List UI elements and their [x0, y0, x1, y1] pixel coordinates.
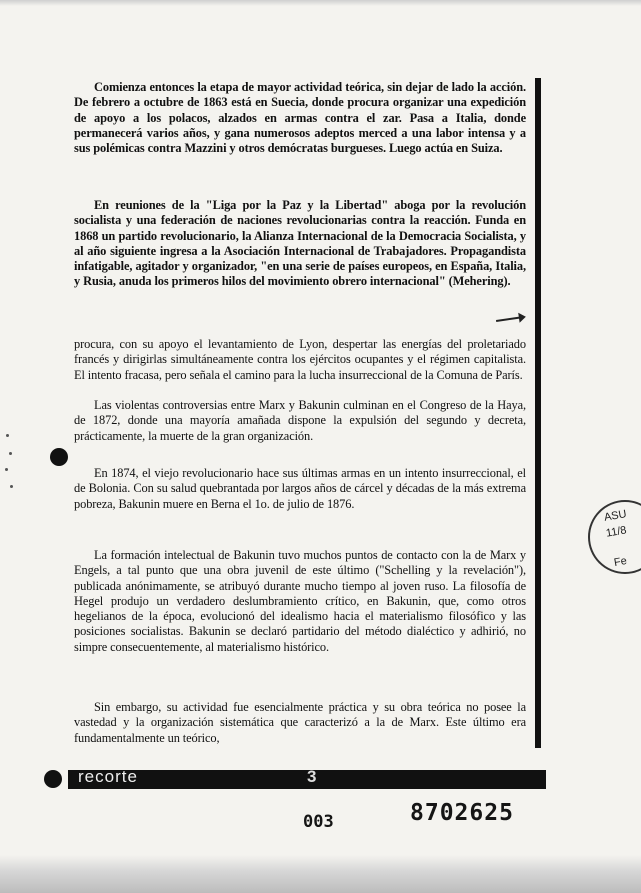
section-label: recorte — [78, 767, 138, 786]
punch-hole-icon — [50, 448, 68, 466]
scan-edge-bottom — [0, 855, 641, 893]
footer-code: 003 — [303, 812, 334, 832]
paragraph-5: En 1874, el viejo revolucionario hace sus últimas armas en un intento insurreccional, el de Bolonia. Con su salud quebrantada por largos años de cárcel y décadas de la más extrema pobreza, Bakunin muere en Berna el 1o. de julio de 1876. — [74, 466, 526, 511]
paragraph-1: Comienza entonces la etapa de mayor actividad teórica, sin dejar de lado la acción. De febrero a octubre de 1863 está en Suecia, donde procura organizar una expedición de apoyo a los polacos, alzados en armas contra el zar. Pasa a Italia, donde permanecerá varios años, y gana numerosos adeptos merced a una labor intensa y a sus polémicas contra Mazzini y otros demócratas burgueses. Luego actúa en Suiza. — [74, 80, 526, 156]
document-id: 8702625 — [410, 800, 514, 826]
paragraph-2: En reuniones de la "Liga por la Paz y la Libertad" aboga por la revolución socialista y una federación de naciones revolucionarias contra la reacción. Funda en 1868 un partido revolucionario, la Alianza Internacional de la Democracia Socialista, y al año siguiente ingresa a la Asociación Internacional de Trabajadores. Propagandista infatigable, agitador y organizador, "en una serie de países europeos, en España, Italia, y Rusia, anuda los primeros hilos del movimiento obrero internacional" (Mehering). — [74, 198, 526, 289]
bullet-dot-icon — [44, 770, 62, 788]
margin-rule — [535, 78, 541, 748]
paragraph-4: Las violentas controversias entre Marx y Bakunin culminan en el Congreso de la Haya, de 1872, donde una mayoría amañada dispone la expulsión del segundo y decreta, prácticamente, la muerte de la gran organización. — [74, 398, 526, 443]
scan-edge-top — [0, 0, 641, 6]
paragraph-3: procura, con su apoyo el levantamiento de Lyon, despertar las energías del proletariado francés y dirigirlas simultáneamente contra los ejércitos ocupantes y el régimen capitalista. El intento fracasa, pero señala el camino para la lucha insurreccional de la Comuna de París. — [74, 337, 526, 382]
paragraph-6: La formación intelectual de Bakunin tuvo muchos puntos de contacto con la de Marx y Engels, a tal punto que una obra juvenil de este último ("Schelling y la revelación"), publicada anónimamente, se atribuyó durante mucho tiempo al joven ruso. La filosofía de Hegel produjo un verdadero deslumbramiento crítico, en Bakunin, que, como otros hegelianos de la época, evolucionó del idealismo hacia el materialismo filosófico y las posiciones socialistas. Bakunin se declaró partidario del método dialéctico y adhirió, no simpre consecuentemente, al materialismo histórico. — [74, 548, 526, 654]
stamp-line-1: ASU — [603, 508, 628, 524]
paragraph-7: Sin embargo, su actividad fue esencialmente práctica y su obra teórica no posee la vastedad y la organización sistemática que caracterizó a la de Marx. Este último era fundamentalmente un teórico, — [74, 700, 526, 745]
stamp-line-2: 11/8 — [605, 524, 628, 540]
scan-speckles — [0, 430, 14, 500]
arrow-annotation-icon — [496, 316, 524, 322]
page-number: 3 — [307, 767, 317, 786]
stamp-line-3: Fe — [613, 554, 628, 570]
